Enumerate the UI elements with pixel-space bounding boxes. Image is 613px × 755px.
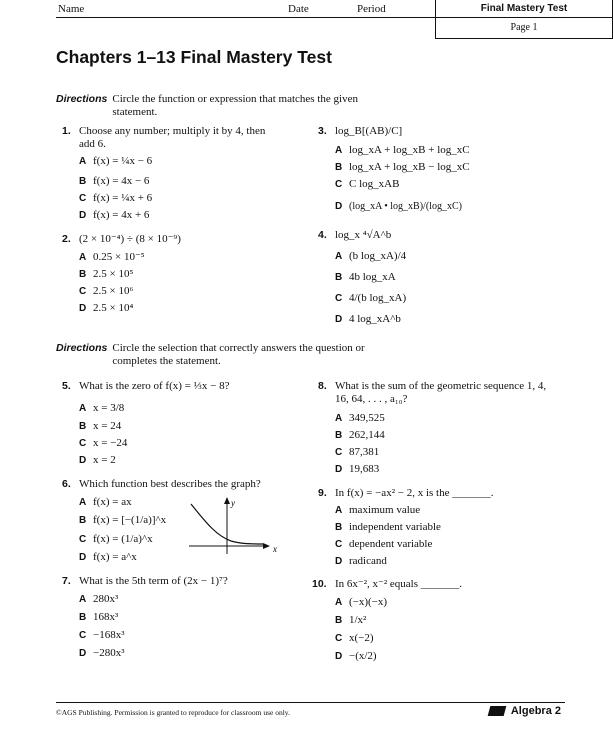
question-8-text: What is the sum of the geometric sequence 1, 4, 16, 64, . . . , a₁₀? xyxy=(335,380,547,405)
question-5: 5. xyxy=(62,380,71,392)
q8-option-b[interactable]: B 262,144 xyxy=(335,429,385,441)
question-3-text: log_B[(AB)/C] xyxy=(335,125,403,137)
q10-option-c[interactable]: C x(−2) xyxy=(335,632,374,644)
x-axis-arrow xyxy=(263,543,270,549)
q1-option-d[interactable]: D f(x) = 4x + 6 xyxy=(79,209,150,221)
q7-option-b[interactable]: B 168x³ xyxy=(79,611,119,623)
page-title: Chapters 1–13 Final Mastery Test xyxy=(56,47,332,67)
q1-option-a[interactable]: A f(x) = ¼x − 6 xyxy=(79,155,153,167)
question-4-text: log_x ⁴√A^b xyxy=(335,229,392,241)
footer-rule xyxy=(56,702,565,703)
q4-option-c[interactable]: C 4/(b log_xA) xyxy=(335,292,407,304)
directions-text: Circle the function or expression that matches the given statement. xyxy=(112,93,358,118)
q2-option-b[interactable]: B 2.5 × 10⁵ xyxy=(79,268,134,280)
q2-option-d[interactable]: D 2.5 × 10⁴ xyxy=(79,302,134,314)
q1-option-c[interactable]: C f(x) = ¼x + 6 xyxy=(79,192,153,204)
q5-option-a[interactable]: A x = 3/8 xyxy=(79,402,125,414)
question-10: 10. xyxy=(312,578,327,590)
directions-text: Circle the selection that correctly answers the question or completes the statement. xyxy=(112,342,365,367)
q3-option-c[interactable]: C C log_xAB xyxy=(335,178,400,190)
q2-option-a[interactable]: A 0.25 × 10⁻⁵ xyxy=(79,251,145,263)
q10-option-d[interactable]: D −(x/2) xyxy=(335,650,377,662)
question-2-text: (2 × 10⁻⁴) ÷ (8 × 10⁻⁹) xyxy=(79,233,181,245)
q9-option-d[interactable]: D radicand xyxy=(335,555,387,567)
question-7-text: What is the 5th term of (2x − 1)⁷? xyxy=(79,575,228,587)
directions-2 xyxy=(56,342,416,368)
directions-1 xyxy=(56,93,416,119)
question-9-text: In f(x) = −ax² − 2, x is the _______. xyxy=(335,487,494,499)
q6-option-b[interactable]: B f(x) = [−(1/a)]^x xyxy=(79,514,167,526)
copyright-notice: ©AGS Publishing. Permission is granted to reproduce for classroom use only. xyxy=(56,708,290,717)
x-axis-label: x xyxy=(273,544,277,554)
q6-option-d[interactable]: D f(x) = a^x xyxy=(79,551,137,563)
y-axis-arrow xyxy=(224,497,230,504)
q10-option-b[interactable]: B 1/x² xyxy=(335,614,367,626)
q5-option-c[interactable]: C x = −24 xyxy=(79,437,128,449)
q8-option-a[interactable]: A 349,525 xyxy=(335,412,385,424)
q3-option-a[interactable]: A log_xA + log_xB + log_xC xyxy=(335,144,470,156)
q9-option-a[interactable]: A maximum value xyxy=(335,504,421,516)
directions-label: Directions xyxy=(56,93,108,105)
test-info-box xyxy=(435,0,613,39)
question-6: 6. xyxy=(62,478,71,490)
question-8: 8. xyxy=(318,380,327,392)
q9-option-c[interactable]: C dependent variable xyxy=(335,538,433,550)
q3-option-b[interactable]: B log_xA + log_xB − log_xC xyxy=(335,161,470,173)
question-1-text: Choose any number; multiply it by 4, then add 6. xyxy=(79,125,266,150)
question-6-text: Which function best describes the graph? xyxy=(79,478,261,490)
q4-option-b[interactable]: B 4b log_xA xyxy=(335,271,396,283)
q4-option-a[interactable]: A (b log_xA)/4 xyxy=(335,250,407,262)
question-9: 9. xyxy=(318,487,327,499)
question-7: 7. xyxy=(62,575,71,587)
question-1 xyxy=(62,125,71,138)
question-2: 2. xyxy=(62,233,71,245)
q9-option-b[interactable]: B independent variable xyxy=(335,521,441,533)
q3-option-d[interactable]: D (log_xA • log_xB)/(log_xC) xyxy=(335,201,462,212)
q1-option-b[interactable]: B f(x) = 4x − 6 xyxy=(79,175,150,187)
q2-option-c[interactable]: C 2.5 × 10⁶ xyxy=(79,285,134,297)
q6-option-a[interactable]: A f(x) = ax xyxy=(79,496,132,508)
name-label: Name xyxy=(58,3,85,15)
period-label: Period xyxy=(357,3,386,15)
q5-option-b[interactable]: B x = 24 xyxy=(79,420,122,432)
q4-option-d[interactable]: D 4 log_xA^b xyxy=(335,313,401,325)
ags-logo-icon xyxy=(488,706,507,716)
q5-option-d[interactable]: D x = 2 xyxy=(79,454,116,466)
q7-option-d[interactable]: D −280x³ xyxy=(79,647,125,659)
q10-option-a[interactable]: A (−x)(−x) xyxy=(335,596,388,608)
exponential-decay-graph xyxy=(183,494,283,564)
question-4: 4. xyxy=(318,229,327,241)
q6-option-c[interactable]: C f(x) = (1/a)^x xyxy=(79,533,153,545)
q8-option-c[interactable]: C 87,381 xyxy=(335,446,380,458)
question-5-text: What is the zero of f(x) = ⅓x − 8? xyxy=(79,380,230,392)
book-title xyxy=(489,705,561,717)
q8-option-d[interactable]: D 19,683 xyxy=(335,463,380,475)
y-axis-label: y xyxy=(231,498,235,508)
question-3: 3. xyxy=(318,125,327,137)
test-name: Final Mastery Test xyxy=(436,0,612,18)
date-label: Date xyxy=(288,3,309,15)
question-10-text: In 6x⁻², x⁻² equals _______. xyxy=(335,578,462,590)
header-rule xyxy=(56,17,436,18)
q7-option-a[interactable]: A 280x³ xyxy=(79,593,119,605)
page-number: Page 1 xyxy=(510,22,538,33)
q7-option-c[interactable]: C −168x³ xyxy=(79,629,125,641)
question-number: 1. xyxy=(62,125,71,137)
book-name: Algebra 2 xyxy=(510,705,561,717)
directions-label: Directions xyxy=(56,342,108,354)
